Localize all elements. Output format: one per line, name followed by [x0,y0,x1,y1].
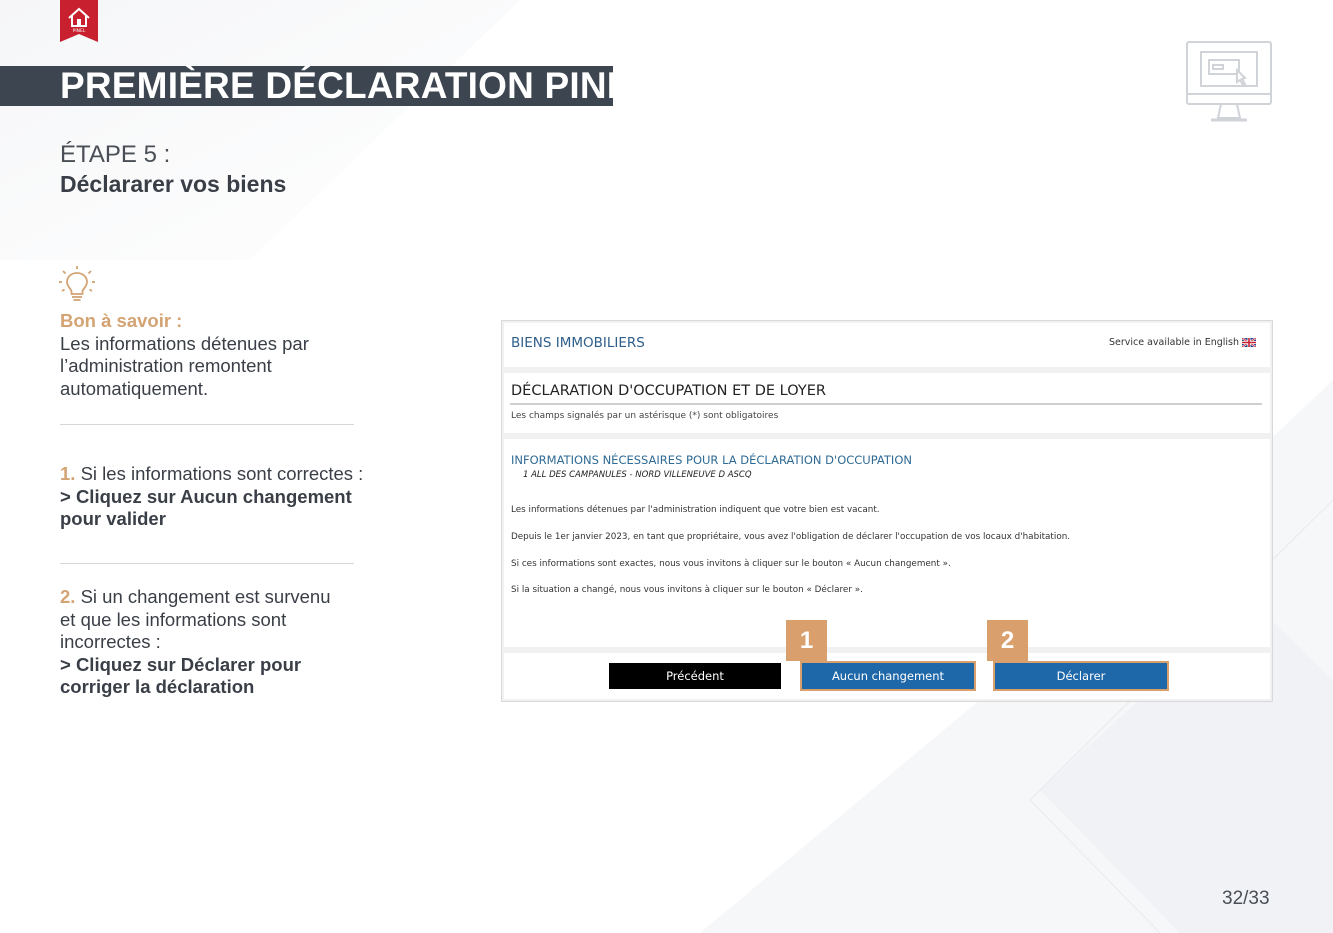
info-block [60,310,380,400]
pinel-logo [60,0,98,42]
uk-flag-icon [1242,338,1256,347]
tip-2-number: 2. [60,586,76,607]
tips-text: Les informations détenues par l’administration remontent automatiquement. [60,332,309,399]
divider [60,424,354,425]
tip-1-action: > Cliquez sur Aucun changement pour valider [60,485,352,529]
info-paragraph-3: Si ces informations sont exactes, nous vous invitons à cliquer sur le bouton « Aucun changement ». [511,559,951,569]
section-title: BIENS IMMOBILIERS [511,335,645,351]
divider [60,563,354,564]
tip-1-number: 1. [60,463,76,484]
declare-button[interactable]: Déclarer [995,663,1167,689]
service-text: Service available in English [1108,337,1239,348]
step-badge-2: 2 [987,620,1028,661]
tip-item-1 [60,463,390,531]
info-paragraph-2: Depuis le 1er janvier 2023, en tant que propriétaire, vous avez l'obligation de déclarer l'occupation de vos locaux d'habitation. [511,532,1071,542]
step-badge-1: 1 [786,620,827,661]
page-number: 32/33 [1222,888,1270,909]
tip-item-2 [60,586,370,699]
computer-monitor-icon [1185,40,1273,126]
tip-2-action: > Cliquez sur Déclarer pour corriger la déclaration [60,653,302,697]
service-english-link[interactable] [1109,337,1256,348]
information-panel [504,439,1270,647]
embedded-screenshot [501,320,1273,702]
info-title: INFORMATIONS NÉCESSAIRES POUR LA DÉCLARATION D'OCCUPATION [511,453,912,467]
biens-header-panel [504,323,1270,367]
declaration-rule [510,403,1262,405]
step-label: ÉTAPE 5 : [60,141,171,168]
tips-heading: Bon à savoir : [60,310,183,331]
info-paragraph-4: Si la situation a changé, nous vous invitons à cliquer sur le bouton « Déclarer ». [511,585,863,595]
step-title: Déclararer vos biens [60,171,287,197]
info-paragraph-1: Les informations détenues par l'administration indiquent que votre bien est vacant. [511,505,880,515]
tip-1-text: Si les informations sont correctes : [75,463,364,484]
no-change-button[interactable]: Aucun changement [802,663,974,689]
tip-2-text: Si un changement est survenu et que les informations sont incorrectes : [60,586,331,652]
property-address: 1 ALL DES CAMPANULES - NORD VILLENEUVE D ASCQ [523,470,752,480]
declaration-panel [504,373,1270,433]
logo-text: PINEL [72,29,86,34]
declaration-title: DÉCLARATION D'OCCUPATION ET DE LOYER [511,383,826,399]
buttons-panel [504,653,1270,699]
mandatory-note: Les champs signalés par un astérisque (*) sont obligatoires [511,411,779,421]
previous-button[interactable]: Précédent [609,663,781,689]
lightbulb-icon [58,265,96,303]
title-band [0,65,655,106]
page-title: PREMIÈRE DÉCLARATION PINEL [60,65,655,106]
